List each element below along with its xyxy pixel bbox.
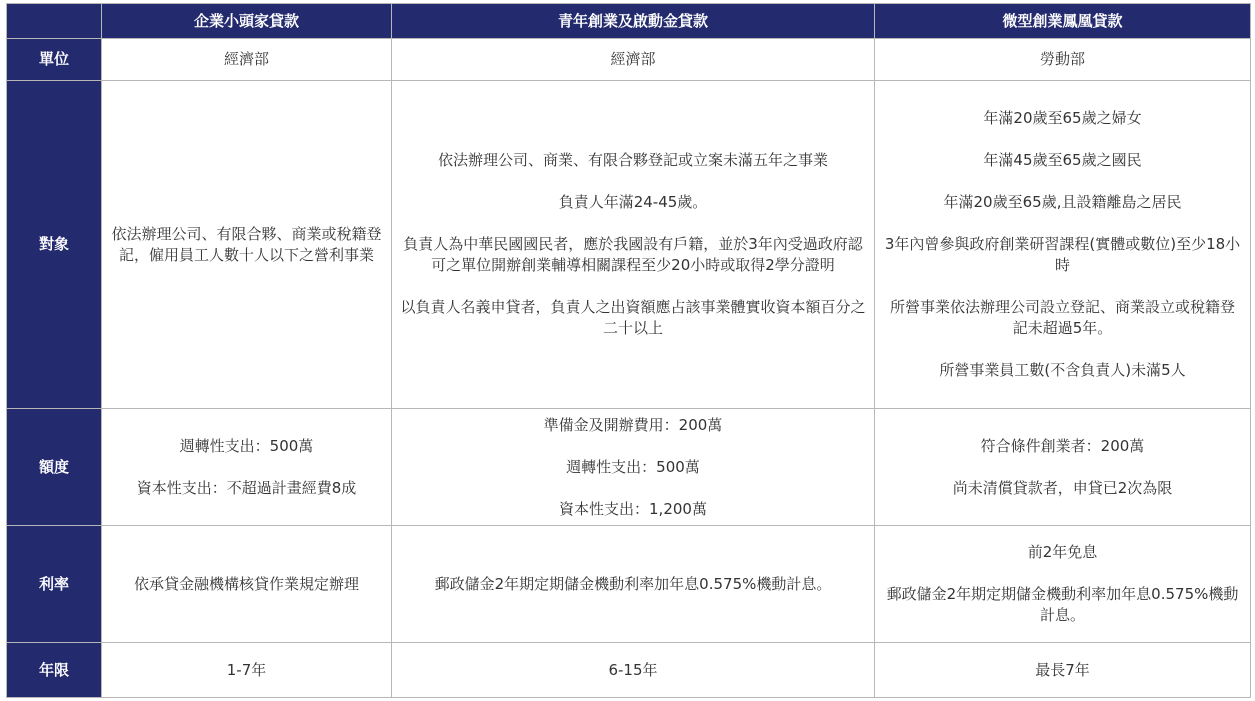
column-header-small-business-loan: 企業小頭家貸款	[102, 4, 392, 39]
cell-paragraph: 依承貸金融機構核貸作業規定辦理	[133, 574, 359, 593]
cell-paragraph: 最長7年	[1035, 660, 1090, 679]
row-unit	[7, 39, 1251, 81]
cell-paragraph: 年滿45歲至65歲之國民	[983, 151, 1142, 169]
cell-amount-3	[875, 409, 1251, 526]
column-header-phoenix-micro-loan: 微型創業鳳凰貸款	[875, 4, 1251, 39]
cell-amount-1	[102, 409, 392, 526]
column-header-youth-startup-loan: 青年創業及啟動金貸款	[392, 4, 875, 39]
cell-paragraph: 依法辦理公司、商業、有限合夥登記或立案未滿五年之事業	[437, 151, 828, 169]
cell-paragraph: 資本性支出：1,200萬	[559, 499, 707, 518]
cell-paragraph: 負責人年滿24-45歲。	[558, 193, 708, 211]
cell-term-2	[392, 643, 875, 698]
row-rate	[7, 526, 1251, 643]
cell-amount-2	[392, 409, 875, 526]
cell-paragraph: 1-7年	[226, 660, 267, 679]
header-row	[7, 4, 1251, 39]
cell-target-3	[875, 81, 1251, 409]
cell-paragraph: 郵政儲金2年期定期儲金機動利率加年息0.575%機動計息。	[434, 574, 832, 593]
cell-paragraph: 所營事業員工數(不含負責人)未滿5人	[939, 361, 1186, 379]
cell-paragraph: 所營事業依法辦理公司設立登記、商業設立或稅籍登記未超過5年。	[889, 298, 1235, 337]
cell-paragraph: 年滿20歲至65歲之婦女	[983, 109, 1142, 127]
cell-unit-1	[102, 39, 392, 81]
row-header-rate: 利率	[7, 526, 102, 643]
row-header-target: 對象	[7, 81, 102, 409]
cell-paragraph: 依法辦理公司、有限合夥、商業或稅籍登記，僱用員工人數十人以下之營利事業	[111, 224, 382, 264]
row-header-unit: 單位	[7, 39, 102, 81]
cell-target-2	[392, 81, 875, 409]
cell-term-3	[875, 643, 1251, 698]
corner-cell	[7, 4, 102, 39]
cell-paragraph: 年滿20歲至65歲,且設籍離島之居民	[943, 193, 1182, 211]
cell-paragraph: 負責人為中華民國國民者，應於我國設有戶籍，並於3年內受過政府認可之單位開辦創業輔導相關課程至少20小時或取得2學分證明	[403, 235, 863, 274]
loan-comparison-table	[6, 3, 1251, 698]
row-term	[7, 643, 1251, 698]
cell-paragraph: 準備金及開辦費用：200萬	[543, 415, 723, 434]
cell-paragraph: 郵政儲金2年期定期儲金機動利率加年息0.575%機動計息。	[886, 585, 1239, 624]
cell-paragraph: 符合條件創業者：200萬	[980, 436, 1145, 455]
cell-unit-2	[392, 39, 875, 81]
cell-paragraph: 週轉性支出：500萬	[179, 436, 314, 455]
cell-rate-3	[875, 526, 1251, 643]
cell-paragraph: 勞動部	[1039, 50, 1085, 68]
cell-paragraph: 6-15年	[608, 660, 658, 679]
cell-paragraph: 資本性支出：不超過計畫經費8成	[136, 478, 357, 497]
row-target	[7, 81, 1251, 409]
row-header-term: 年限	[7, 643, 102, 698]
cell-paragraph: 以負責人名義申貸者，負責人之出資額應占該事業體實收資本額百分之二十以上	[400, 298, 866, 337]
cell-term-1	[102, 643, 392, 698]
row-header-amount: 額度	[7, 409, 102, 526]
cell-paragraph: 3年內曾參與政府創業研習課程(實體或數位)至少18小時	[884, 235, 1241, 274]
cell-target-1	[102, 81, 392, 409]
cell-paragraph: 經濟部	[610, 50, 656, 68]
cell-unit-3	[875, 39, 1251, 81]
cell-rate-2	[392, 526, 875, 643]
cell-paragraph: 尚未清償貸款者，申貸已2次為限	[952, 478, 1173, 497]
cell-paragraph: 週轉性支出：500萬	[566, 457, 700, 476]
cell-paragraph: 經濟部	[223, 50, 269, 68]
row-amount	[7, 409, 1251, 526]
cell-paragraph: 前2年免息	[1027, 543, 1098, 561]
cell-rate-1	[102, 526, 392, 643]
